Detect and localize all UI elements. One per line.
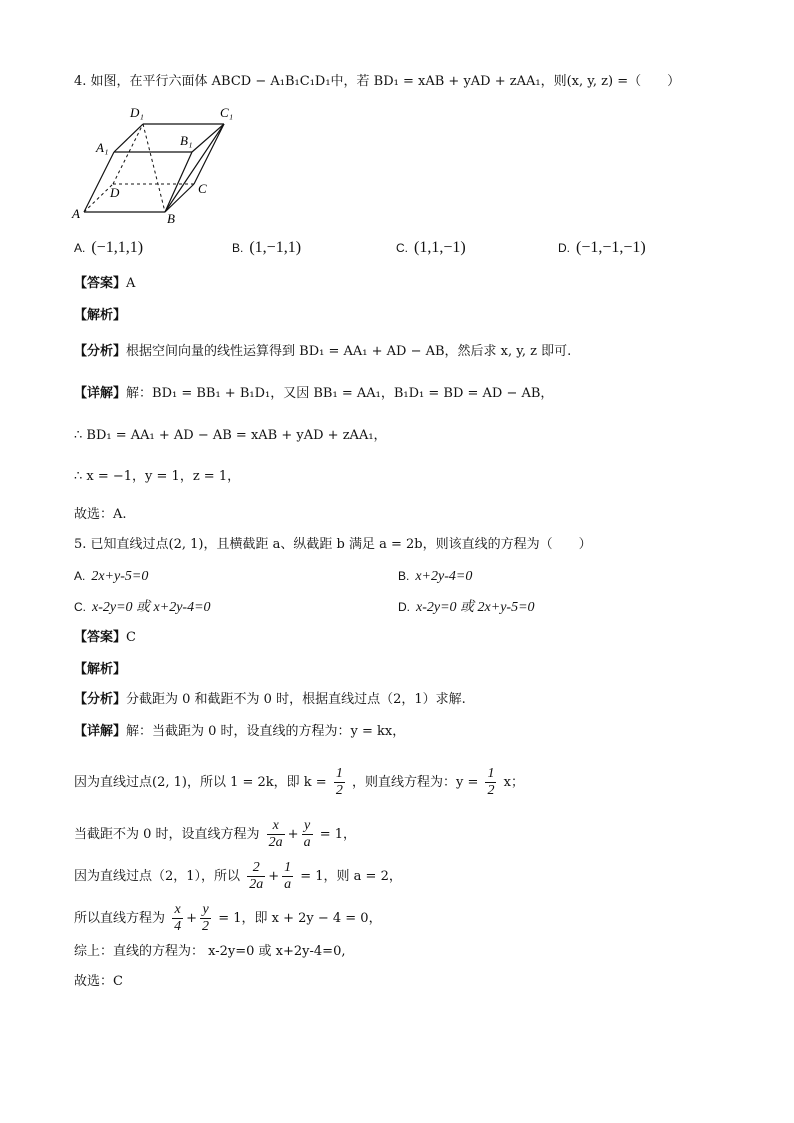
fraction-1-a: $\frac{1}{a}$ xyxy=(284,860,292,892)
q5-option-b: B. x+2y-4=0 xyxy=(398,569,473,584)
q5-detail-5: 所以直线方程为 $\frac{x}{4}$ + $\frac{y}{2}$ = 1，即 x + 2y − 4 = 0， xyxy=(74,902,382,934)
fraction-y-2: $\frac{y}{2}$ xyxy=(202,902,210,934)
q5-detail-1: 【详解】解：当截距为 0 时，设直线的方程为：y = kx， xyxy=(74,724,406,739)
q5-conclusion: 故选：C xyxy=(74,974,123,989)
label-A1: A₁ xyxy=(96,140,109,155)
q4-option-d: D. (−1,−1,−1) xyxy=(558,239,646,256)
fraction-y-a: $\frac{y}{a}$ xyxy=(303,818,311,850)
fraction-x-4: $\frac{x}{4}$ xyxy=(174,902,182,934)
q5-stem: 5. 已知直线过点(2, 1)，且横截距 a、纵截距 b 满足 a = 2b，则该直线的方程为（ ） xyxy=(74,537,592,552)
label-A: A xyxy=(72,206,80,221)
q4-option-c: C. (1,1,−1) xyxy=(396,239,466,256)
q4-stem: 4. 如图，在平行六面体 ABCD − A₁B₁C₁D₁中，若 BD₁ = xAB + yAD + zAA₁，则(x, y, z) =（ ） xyxy=(74,74,681,89)
q4-option-b: B. (1,−1,1) xyxy=(232,239,302,256)
q5-summary: 综上：直线的方程为： x-2y=0 或 x+2y-4=0, xyxy=(74,944,346,959)
q5-detail-3: 当截距不为 0 时，设直线方程为 $\frac{x}{2a}$ + $\frac{y}{a}$ = 1， xyxy=(74,818,357,850)
q5-answer: 【答案】C xyxy=(74,630,136,645)
label-D1: D₁ xyxy=(130,105,144,120)
q4-detail-1: 【详解】解：BD₁ = BB₁ + B₁D₁，又因 BB₁ = AA₁，B₁D₁ = BD = AD − AB， xyxy=(74,386,554,401)
q4-detail-3: ∴ x = −1，y = 1，z = 1， xyxy=(74,469,241,484)
q4-conclusion: 故选：A. xyxy=(74,507,127,522)
q5-fenxi: 【分析】分截距为 0 和截距不为 0 时，根据直线过点（2，1）求解. xyxy=(74,692,466,707)
q4-answer: 【答案】A xyxy=(74,276,136,291)
q4-detail-2: ∴ BD₁ = AA₁ + AD − AB = xAB + yAD + zAA₁， xyxy=(74,428,387,443)
q4-fenxi: 【分析】根据空间向量的线性运算得到 BD₁ = AA₁ + AD − AB，然后求 x, y, z 即可. xyxy=(74,344,572,359)
q5-option-d: D. x-2y=0 或 2x+y-5=0 xyxy=(398,600,535,615)
q5-option-c: C. x-2y=0 或 x+2y-4=0 xyxy=(74,600,211,615)
q5-option-a: A. 2x+y-5=0 xyxy=(74,569,149,584)
label-C1: C₁ xyxy=(220,105,234,120)
q4-option-a: A. (−1,1,1) xyxy=(74,239,144,256)
q5-detail-4: 因为直线过点（2，1），所以 $\frac{2}{2a}$ + $\frac{1}{a}$ = 1，则 a = 2， xyxy=(74,860,402,892)
fraction-2-2a: $\frac{2}{2a}$ xyxy=(249,860,264,892)
parallelepiped-figure xyxy=(70,100,250,225)
fraction-half-2: $\frac{1}{2}$ xyxy=(487,766,495,798)
q4-analysis-tag: 【解析】 xyxy=(74,308,127,323)
q5-detail-2: 因为直线过点(2, 1)，所以 1 = 2k，即 k = $\frac{1}{2}$ ，则直线方程为：y = $\frac{1}{2}$ x； xyxy=(74,766,524,798)
fraction-x-2a: $\frac{x}{2a}$ xyxy=(268,818,283,850)
q5-analysis-tag: 【解析】 xyxy=(74,662,127,677)
label-B: B xyxy=(167,211,175,225)
label-D: D xyxy=(110,185,120,200)
label-B1: B₁ xyxy=(180,133,193,148)
fraction-half: $\frac{1}{2}$ xyxy=(335,766,343,798)
label-C: C xyxy=(198,181,207,196)
